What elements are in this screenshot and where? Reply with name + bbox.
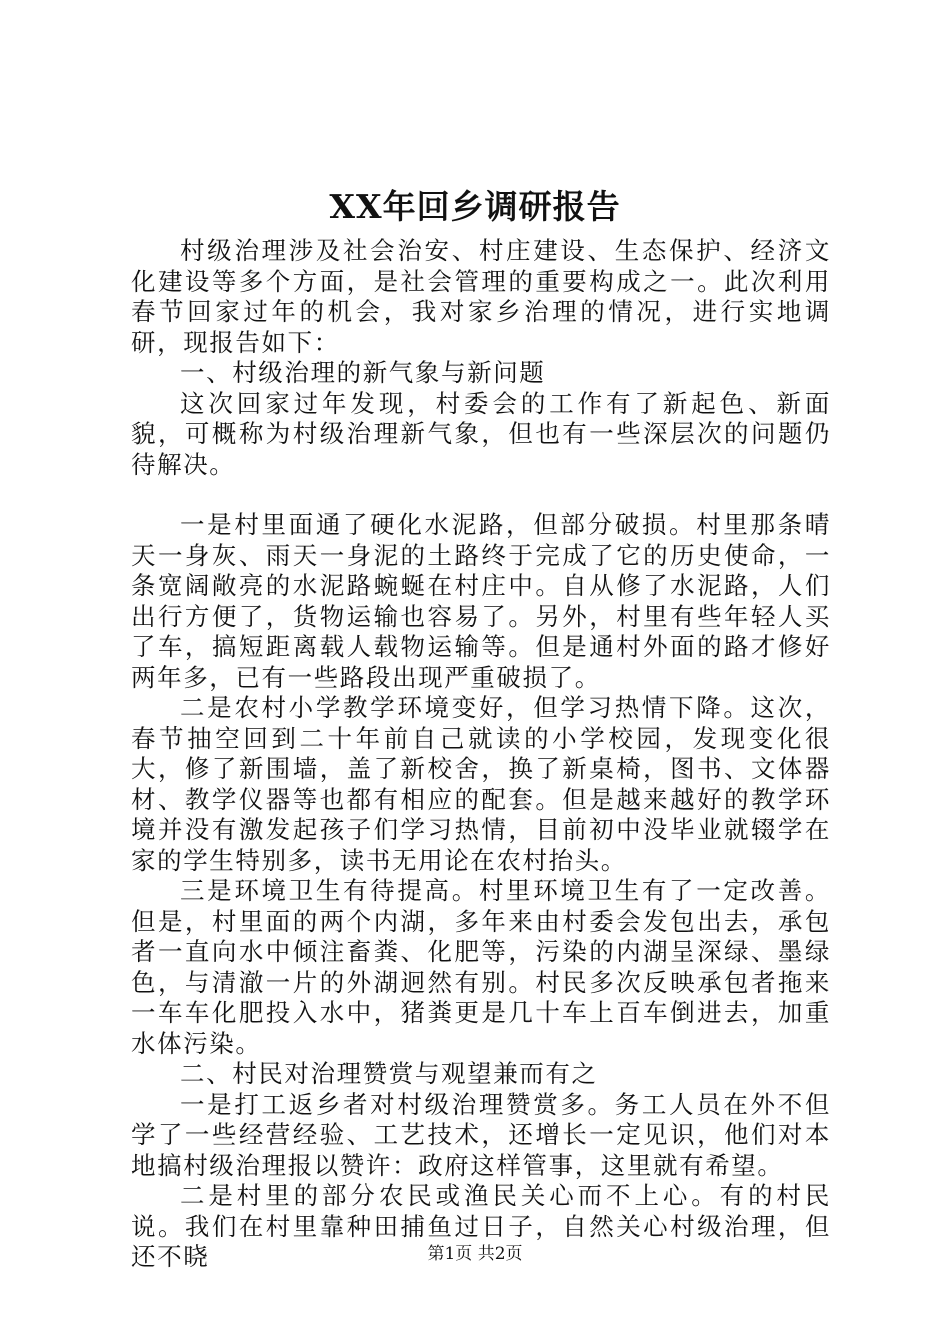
section-heading-2: 二、村民对治理赞赏与观望兼而有之	[180, 1059, 598, 1088]
paragraph-returning-workers: 一是打工返乡者对村级治理赞赏多。务工人员在外不但学了一些经营经验、工艺技术，还增长一定见识，他们对本地搞村级治理报以赞许：政府这样管事，这里就有希望。	[131, 1089, 831, 1180]
section-heading-1: 一、村级治理的新气象与新问题	[180, 358, 546, 387]
document-title: XX年回乡调研报告	[329, 187, 621, 226]
page-number-footer: 第1页 共2页	[427, 1244, 523, 1264]
paragraph-section1-summary: 这次回家过年发现，村委会的工作有了新起色、新面貌，可概称为村级治理新气象，但也有一些深层次的问题仍待解决。	[131, 388, 831, 479]
paragraph-school: 二是农村小学教学环境变好，但学习热情下降。这次，春节抽空回到二十年前自己就读的小学校园，发现变化很大，修了新围墙，盖了新校舍，换了新桌椅，图书、文体器材、教学仪器等也都有相应的配套。但是越来越好的教学环境并没有激发起孩子们学习热情，目前初中没毕业就辍学在家的学生特别多，读书无用论在农村抬头。	[131, 693, 831, 875]
paragraph-intro: 村级治理涉及社会治安、村庄建设、生态保护、经济文化建设等多个方面，是社会管理的重要构成之一。此次利用春节回家过年的机会，我对家乡治理的情况，进行实地调研，现报告如下：	[131, 236, 831, 357]
paragraph-farmers-fishermen: 二是村里的部分农民或渔民关心而不上心。有的村民说。我们在村里靠种田捕鱼过日子，自然关心村级治理，但还不晓	[131, 1181, 831, 1271]
paragraph-environment: 三是环境卫生有待提高。村里环境卫生有了一定改善。但是，村里面的两个内湖，多年来由村委会发包出去，承包者一直向水中倾注畜粪、化肥等，污染的内湖呈深绿、墨绿色，与清澈一片的外湖迥然有别。村民多次反映承包者拖来一车车化肥投入水中，猪粪更是几十车上百车倒进去，加重水体污染。	[131, 876, 831, 1058]
paragraph-road: 一是村里面通了硬化水泥路，但部分破损。村里那条晴天一身灰、雨天一身泥的土路终于完成了它的历史使命，一条宽阔敞亮的水泥路蜿蜒在村庄中。自从修了水泥路，人们出行方便了，货物运输也容易了。另外，村里有些年轻人买了车，搞短距离载人载物运输等。但是通村外面的路才修好两年多，已有一些路段出现严重破损了。	[131, 510, 831, 692]
document-body	[131, 236, 831, 1273]
